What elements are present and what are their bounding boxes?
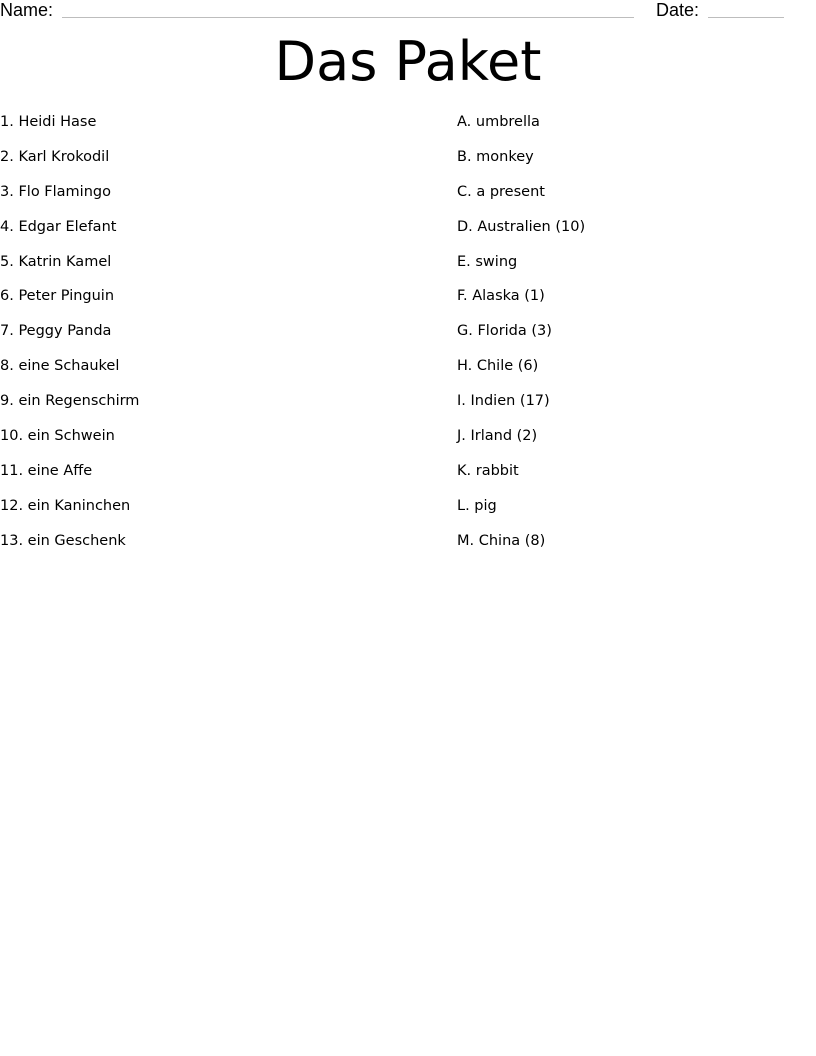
right-match-list [457,111,807,565]
left-item: 13. ein Geschenk [0,532,126,549]
date-blank-line [708,17,784,18]
right-item: A. umbrella [457,114,540,130]
right-item: E. swing [457,253,518,270]
worksheet-header [0,0,816,22]
left-item: 11. eine Affe [0,462,93,479]
right-item: M. China (8) [457,532,546,549]
left-item: 8. eine Schaukel [0,358,120,375]
page-title: Das Paket [274,30,542,93]
left-item: 1. Heidi Hase [0,114,97,130]
right-item: B. monkey [457,148,534,165]
left-item: 10. ein Schwein [0,428,115,445]
right-item: H. Chile (6) [457,358,539,375]
left-item: 3. Flo Flamingo [0,183,111,200]
right-item: I. Indien (17) [457,393,550,410]
right-item: K. rabbit [457,462,519,479]
left-item: 12. ein Kaninchen [0,497,131,514]
left-item: 9. ein Regenschirm [0,393,140,410]
left-item: 4. Edgar Elefant [0,218,117,235]
left-match-list [0,111,420,565]
right-item: J. Irland (2) [457,428,538,445]
right-item: L. pig [457,497,497,514]
right-item: F. Alaska (1) [457,288,545,305]
left-item: 7. Peggy Panda [0,323,112,340]
left-item: 6. Peter Pinguin [0,288,115,305]
right-item: G. Florida (3) [457,323,552,340]
right-item: D. Australien (10) [457,218,586,235]
left-item: 5. Katrin Kamel [0,253,112,270]
name-blank-line [62,17,634,18]
right-item: C. a present [457,183,545,200]
left-item: 2. Karl Krokodil [0,148,110,165]
name-label: Name: [0,0,54,20]
date-label: Date: [656,0,700,20]
